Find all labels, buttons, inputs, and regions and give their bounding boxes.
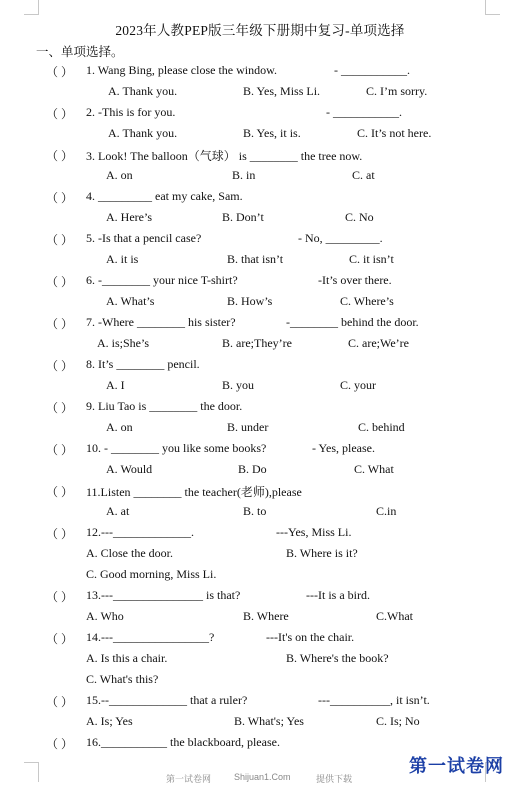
option-c[interactable]: C. No	[345, 210, 374, 224]
answer-blank[interactable]: （ ）	[46, 632, 74, 646]
options-2	[0, 126, 520, 144]
option-b[interactable]: B. Yes, it is.	[243, 126, 301, 140]
option-b[interactable]: B. are;They’re	[222, 336, 292, 350]
question-reply: ---It is a bird.	[306, 588, 370, 602]
crop-mark	[24, 762, 39, 763]
options-14-row2	[0, 672, 520, 690]
crop-mark	[38, 0, 39, 14]
question-stem: 3. Look! The balloon（气球） is ________ the tree now.	[86, 149, 363, 163]
question-12	[0, 525, 520, 543]
question-1	[0, 63, 520, 81]
options-12-row2	[0, 567, 520, 585]
question-stem: 1. Wang Bing, please close the window.	[86, 63, 277, 77]
answer-blank[interactable]: （ ）	[46, 359, 74, 373]
option-b[interactable]: B. Where	[243, 609, 289, 623]
option-a[interactable]: A. Thank you.	[108, 84, 178, 98]
option-a[interactable]: A. Close the door.	[86, 546, 173, 560]
answer-blank[interactable]: （ ）	[46, 590, 74, 604]
question-reply: - No, _________.	[298, 231, 383, 245]
option-b[interactable]: B. Don’t	[222, 210, 264, 224]
question-8	[0, 357, 520, 375]
answer-blank[interactable]: （ ）	[46, 737, 74, 751]
option-b[interactable]: B. in	[232, 168, 256, 182]
option-b[interactable]: B. How’s	[227, 294, 273, 308]
options-3	[0, 168, 520, 186]
option-b[interactable]: B. you	[222, 378, 255, 392]
question-7	[0, 315, 520, 333]
question-reply: ---Yes, Miss Li.	[276, 525, 352, 539]
option-c[interactable]: C. What	[354, 462, 394, 476]
option-c[interactable]: C. Good morning, Miss Li.	[86, 567, 217, 581]
question-stem: 12.---_____________.	[86, 525, 194, 539]
question-reply: -It’s over there.	[318, 273, 392, 287]
options-12	[0, 546, 520, 564]
option-b[interactable]: B. What's; Yes	[234, 714, 304, 728]
option-c[interactable]: C.in	[376, 504, 397, 518]
question-2	[0, 105, 520, 123]
question-4	[0, 189, 520, 207]
option-b[interactable]: B. Yes, Miss Li.	[243, 84, 321, 98]
crop-mark	[38, 762, 39, 782]
option-a[interactable]: A. Who	[86, 609, 124, 623]
option-b[interactable]: B. Where's the book?	[286, 651, 389, 665]
option-c[interactable]: C. What's this?	[86, 672, 159, 686]
option-a[interactable]: A. is;She’s	[97, 336, 150, 350]
crop-mark	[24, 14, 39, 15]
options-13	[0, 609, 520, 627]
question-reply: ---It's on the chair.	[266, 630, 355, 644]
crop-mark	[485, 0, 486, 14]
question-16	[0, 735, 520, 753]
crop-mark	[485, 14, 500, 15]
option-c[interactable]: C. Where’s	[340, 294, 394, 308]
question-stem: 6. -________ your nice T-shirt?	[86, 273, 238, 287]
page-title: 2023年人教PEP版三年级下册期中复习-单项选择	[115, 23, 405, 38]
question-reply: - ___________.	[326, 105, 402, 119]
question-stem: 4. _________ eat my cake, Sam.	[86, 189, 243, 203]
question-3	[0, 147, 520, 165]
options-8	[0, 378, 520, 396]
options-11	[0, 504, 520, 522]
options-4	[0, 210, 520, 228]
footer-download-text: 提供下载	[316, 774, 353, 784]
question-9	[0, 399, 520, 417]
question-15	[0, 693, 520, 711]
question-stem: 5. -Is that a pencil case?	[86, 231, 202, 245]
option-a[interactable]: A. Is this a chair.	[86, 651, 168, 665]
watermark-logo: 第一试卷网	[409, 756, 504, 777]
answer-blank[interactable]: （ ）	[46, 275, 74, 289]
answer-blank[interactable]: （ ）	[46, 65, 74, 79]
option-a[interactable]: A. Thank you.	[108, 126, 178, 140]
option-a[interactable]: A. on	[106, 168, 133, 182]
option-c[interactable]: C. are;We’re	[348, 336, 409, 350]
option-a[interactable]: A. Here’s	[106, 210, 152, 224]
option-b[interactable]: B. Do	[238, 462, 267, 476]
option-c[interactable]: C. behind	[358, 420, 405, 434]
answer-blank[interactable]: （ ）	[46, 527, 74, 541]
option-b[interactable]: B. under	[227, 420, 269, 434]
question-11	[0, 483, 520, 501]
question-reply: - ___________.	[334, 63, 410, 77]
question-stem: 15.--_____________ that a ruler?	[86, 693, 248, 707]
options-15	[0, 714, 520, 732]
option-c[interactable]: C. it isn’t	[349, 252, 394, 266]
question-reply: -________ behind the door.	[286, 315, 419, 329]
question-stem: 14.---________________?	[86, 630, 215, 644]
options-9	[0, 420, 520, 438]
option-a[interactable]: A. Would	[106, 462, 153, 476]
question-14	[0, 630, 520, 648]
option-b[interactable]: B. to	[243, 504, 267, 518]
answer-blank[interactable]: （ ）	[46, 443, 74, 457]
answer-blank[interactable]: （ ）	[46, 107, 74, 121]
question-stem: 2. -This is for you.	[86, 105, 176, 119]
question-10	[0, 441, 520, 459]
question-13	[0, 588, 520, 606]
footer-site-name: 第一试卷网	[166, 774, 212, 784]
options-10	[0, 462, 520, 480]
options-14	[0, 651, 520, 669]
option-b[interactable]: B. Where is it?	[286, 546, 358, 560]
answer-blank[interactable]: （ ）	[46, 485, 74, 499]
question-reply: ---__________, it isn’t.	[318, 693, 430, 707]
answer-blank[interactable]: （ ）	[46, 695, 74, 709]
option-c[interactable]: C. at	[352, 168, 375, 182]
option-a[interactable]: A. Is; Yes	[86, 714, 133, 728]
options-7	[0, 336, 520, 354]
question-reply: - Yes, please.	[312, 441, 375, 455]
question-stem: 16.___________ the blackboard, please.	[86, 735, 280, 749]
option-b[interactable]: B. that isn’t	[227, 252, 284, 266]
question-stem: 7. -Where ________ his sister?	[86, 315, 236, 329]
options-1	[0, 84, 520, 102]
answer-blank[interactable]: （ ）	[46, 317, 74, 331]
footer-site-url[interactable]: Shijuan1.Com	[234, 772, 291, 782]
option-c[interactable]: C. It’s not here.	[357, 126, 432, 140]
option-a[interactable]: A. it is	[106, 252, 139, 266]
question-stem: 10. - ________ you like some books?	[86, 441, 267, 455]
option-a[interactable]: A. at	[106, 504, 130, 518]
option-c[interactable]: C. Is; No	[376, 714, 420, 728]
question-6	[0, 273, 520, 291]
answer-blank[interactable]: （ ）	[46, 233, 74, 247]
answer-blank[interactable]: （ ）	[46, 191, 74, 205]
option-a[interactable]: A. on	[106, 420, 133, 434]
answer-blank[interactable]: （ ）	[46, 401, 74, 415]
answer-blank[interactable]: （ ）	[46, 149, 74, 163]
options-6	[0, 294, 520, 312]
question-stem: 11.Listen ________ the teacher(老师),please	[86, 485, 302, 499]
option-a[interactable]: A. What’s	[106, 294, 155, 308]
option-a[interactable]: A. I	[106, 378, 125, 392]
section-heading: 一、单项选择。	[36, 45, 124, 59]
option-c[interactable]: C. your	[340, 378, 376, 392]
question-stem: 9. Liu Tao is ________ the door.	[86, 399, 243, 413]
question-5	[0, 231, 520, 249]
option-c[interactable]: C. I’m sorry.	[366, 84, 428, 98]
question-stem: 13.---_______________ is that?	[86, 588, 241, 602]
options-5	[0, 252, 520, 270]
question-stem: 8. It’s ________ pencil.	[86, 357, 200, 371]
option-c[interactable]: C.What	[376, 609, 413, 623]
